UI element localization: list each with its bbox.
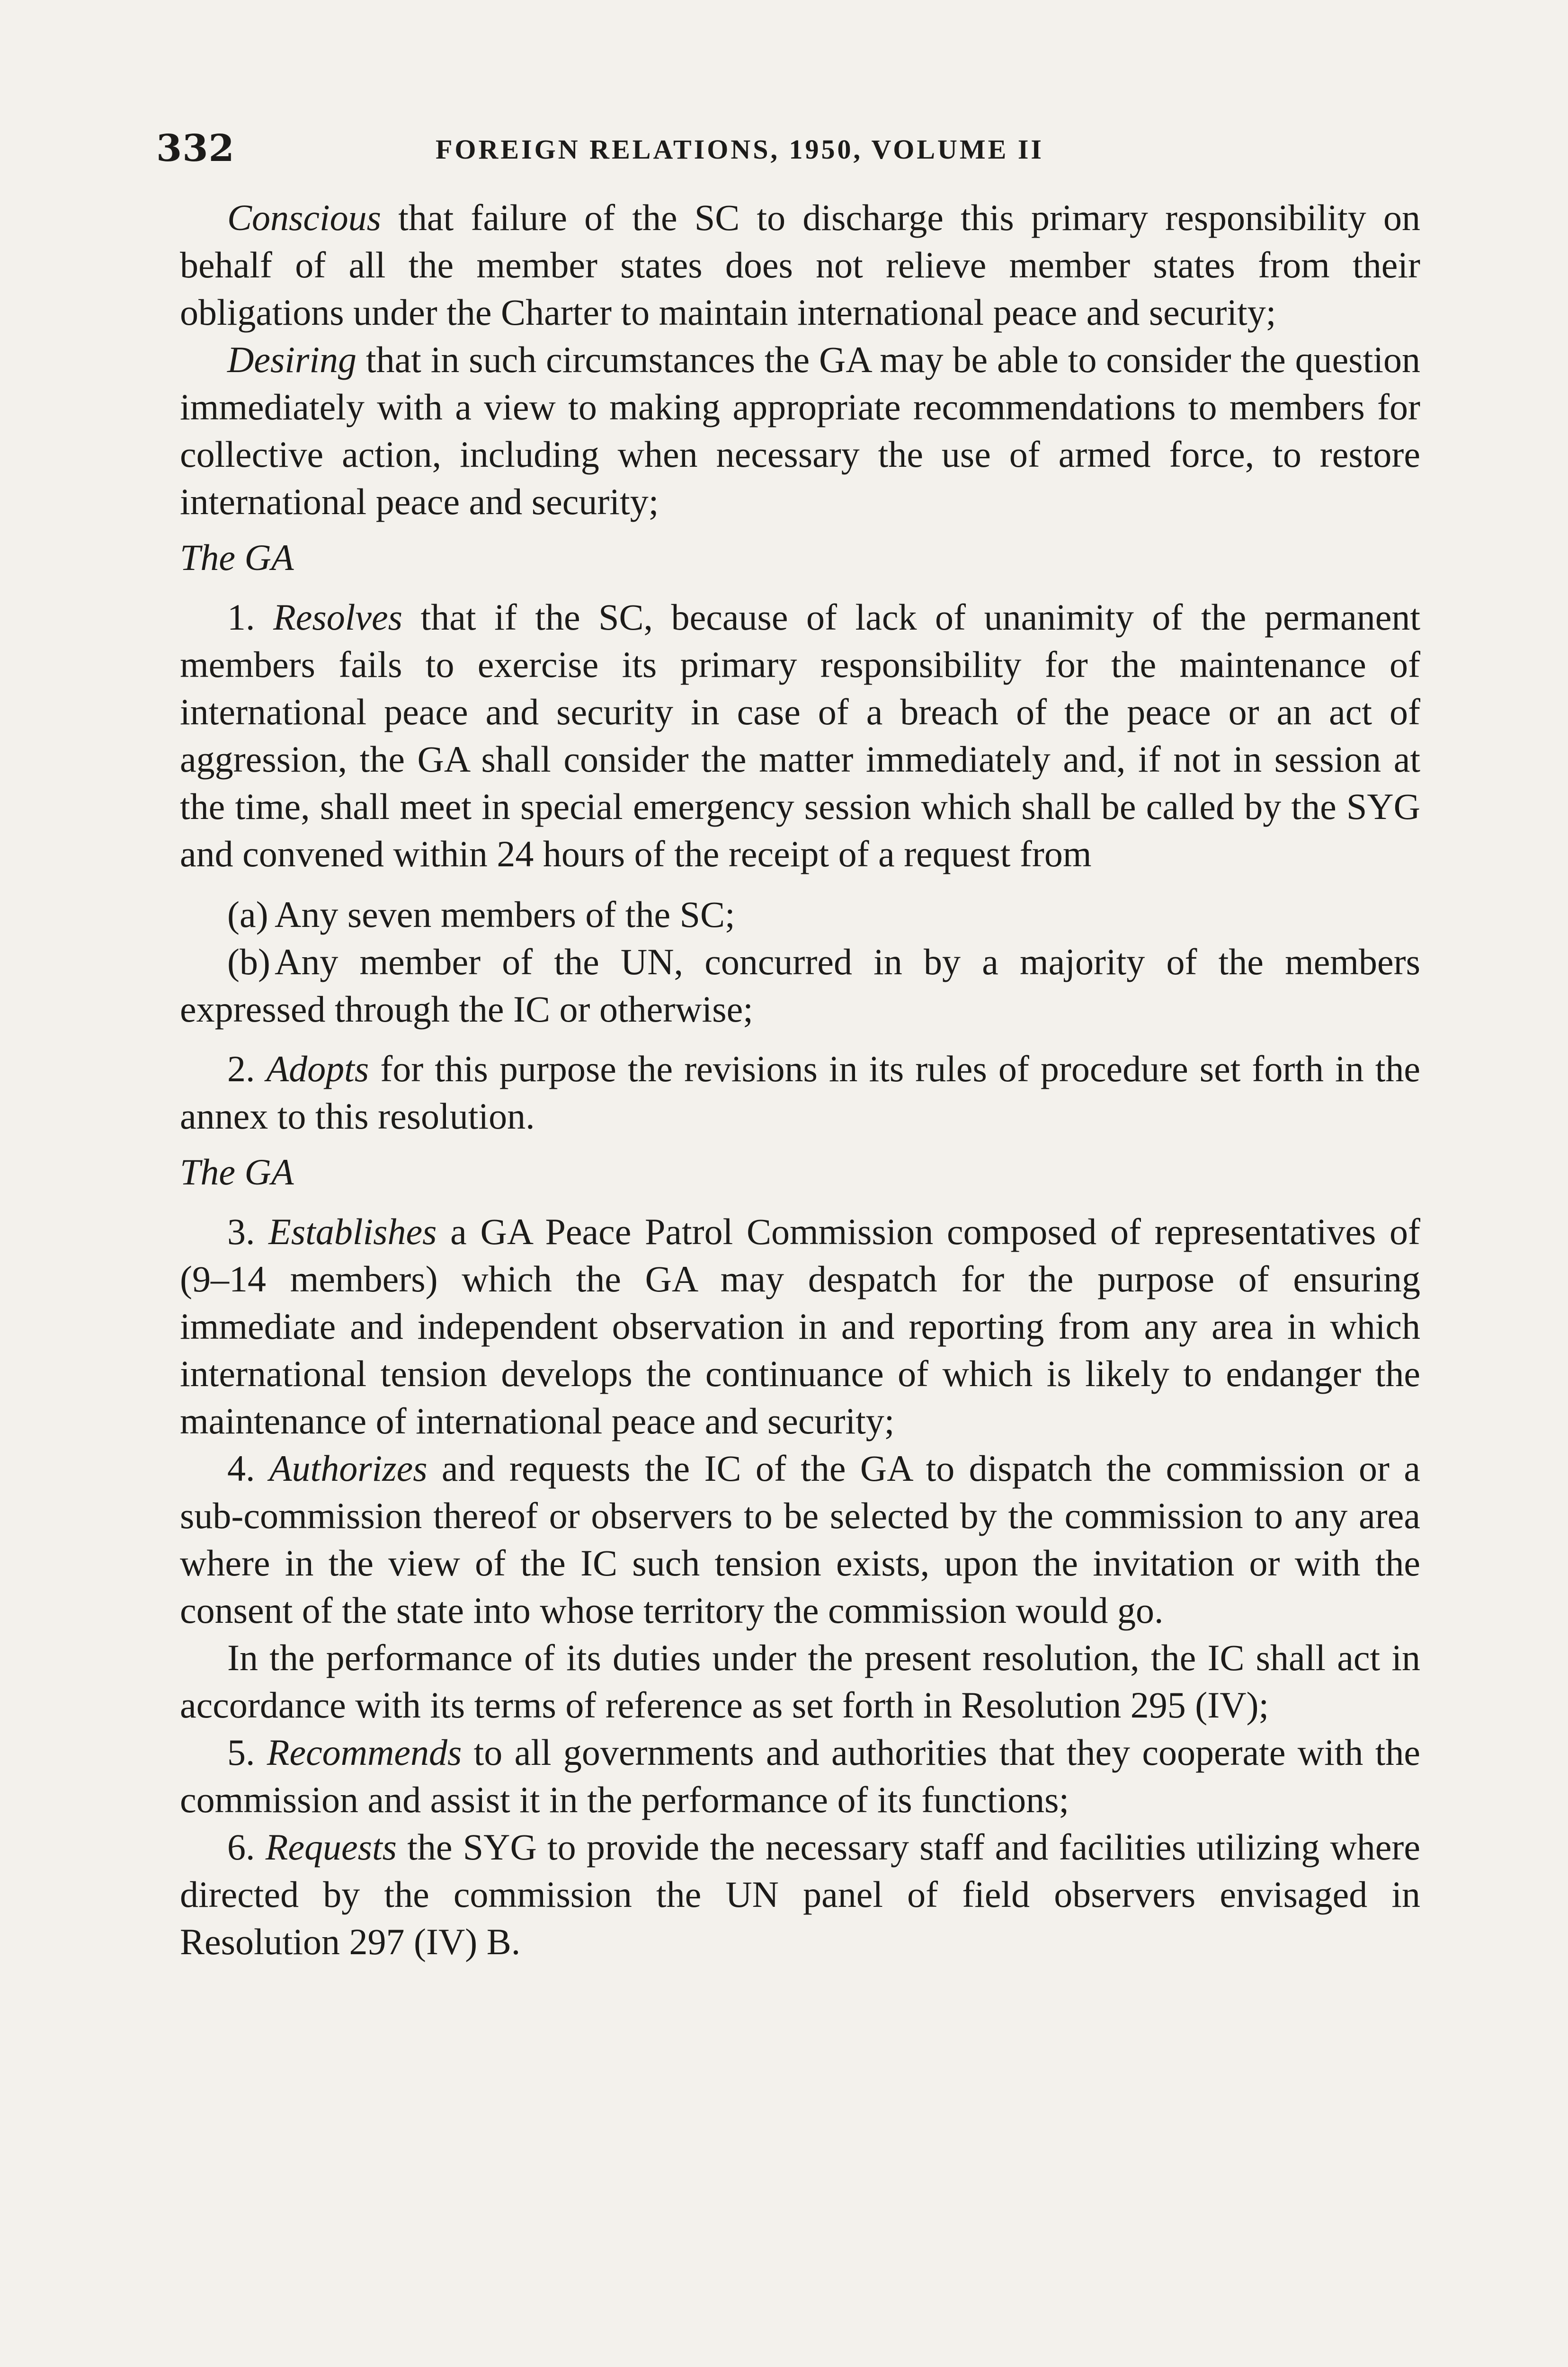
paragraph-resolves — [180, 594, 1420, 878]
resolution-text — [180, 194, 1420, 1966]
paragraph-desiring — [180, 336, 1420, 525]
paragraph-text: for this purpose the revisions in its rules of procedure set forth in the annex to this resolution. — [180, 1048, 1421, 1137]
paragraph-lead: Resolves — [273, 596, 402, 638]
paragraph-text: that if the SC, because of lack of unanimity of the permanent members fails to exercise its primary responsibility for the maintenance of international peace and security in case of a breach of the peace or an act of aggression, the GA shall consider the matter immediately and, if not in session at the time, shall meet in special emergency session which shall be called by the SYG and convened within 24 hours of the receipt of a request from — [180, 596, 1421, 874]
page-number: 332 — [156, 127, 235, 170]
paragraph-text: that failure of the SC to discharge this primary responsibility on behalf of all the member states does not relieve member states from their obligations under the Charter to maintain international peace and security; — [180, 197, 1420, 333]
paragraph-lead: Authorizes — [269, 1448, 428, 1489]
running-head: FOREIGN RELATIONS, 1950, VOLUME II — [436, 134, 1044, 165]
paragraph-performance: In the performance of its duties under the present resolution, the IC shall act in accordance with its terms of reference as set forth in Resolution 295 (IV); — [180, 1637, 1420, 1726]
paragraph-number: 1. — [227, 596, 274, 638]
paragraph-text: a GA Peace Patrol Commission composed of representatives of (9–14 members) which the GA may despatch for the purpose of ensuring immediate and independent observation in and reporting from any area in which international tension develops the continuance of which is likely to endanger the maintenance of international peace and security; — [180, 1211, 1421, 1442]
paragraph-text: the SYG to provide the necessary staff and facilities utilizing where directed by the commission the UN panel of field observers envisaged in Resolution 297 (IV) B. — [180, 1826, 1421, 1962]
paragraph-authorizes — [180, 1445, 1420, 1634]
clause-list — [180, 891, 1420, 1033]
paragraph-text: and requests the IC of the GA to dispatch the commission or a sub-commission thereof or observers to be selected by the commission to any area where in the view of the IC such tension exists, upon the invitation or with the consent of the state into whose territory the commission would go. — [180, 1448, 1420, 1631]
paragraph-lead: Recommends — [267, 1732, 462, 1773]
clause-a — [180, 891, 1420, 938]
paragraph-lead: Requests — [265, 1826, 397, 1868]
clause-letter: (a) — [227, 894, 268, 935]
paragraph-number: 5. — [227, 1732, 267, 1773]
paragraph-lead: Establishes — [268, 1211, 437, 1252]
paragraph-establishes — [180, 1208, 1420, 1445]
paragraph-number: 4. — [227, 1448, 269, 1489]
clause-text: Any member of the UN, concurred in by a majority of the members expressed through the IC or otherwise; — [180, 941, 1420, 1030]
paragraph-number: 6. — [227, 1826, 266, 1868]
paragraph-lead: Adopts — [266, 1048, 369, 1089]
paragraph-text: to all governments and authorities that they cooperate with the commission and assist it in the performance of its functions; — [180, 1732, 1420, 1820]
paragraph-lead: Conscious — [227, 197, 382, 238]
clause-text: Any seven members of the SC; — [275, 894, 735, 935]
section-heading: The GA — [180, 537, 294, 578]
paragraph-conscious — [180, 194, 1420, 336]
clause-letter: (b) — [227, 941, 270, 982]
section-heading: The GA — [180, 1151, 294, 1192]
paragraph-text: that in such circumstances the GA may be able to consider the question immediately with a view to making appropriate recommendations to members for collective action, including when necessary the use of armed force, to restore international peace and security; — [180, 339, 1420, 522]
clause-b — [180, 938, 1420, 1033]
paragraph-recommends — [180, 1729, 1420, 1824]
page-header — [156, 127, 1434, 174]
paragraph-number: 2. — [227, 1048, 267, 1089]
paragraph-number: 3. — [227, 1211, 269, 1252]
paragraph-adopts — [180, 1045, 1420, 1140]
paragraph-lead: Desiring — [227, 339, 356, 380]
paragraph-requests — [180, 1824, 1420, 1966]
